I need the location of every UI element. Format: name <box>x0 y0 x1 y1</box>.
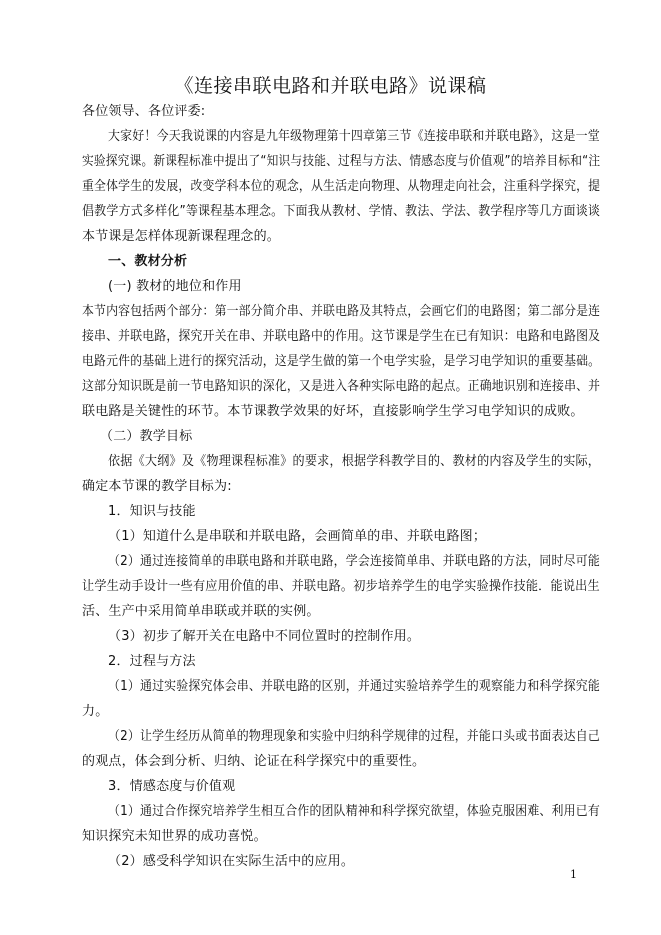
body-line: 本节内容包括两个部分：第一部分简介串、并联电路及其特点，会画它们的电路图；第二部分是连 <box>82 304 601 319</box>
document-title: 《连接串联电路和并联电路》说课稿 <box>174 75 487 97</box>
intro-line: 大家好！今天我说课的内容是九年级物理第十四章第三节《连接串联和并联电路》，这是一堂 <box>108 129 600 144</box>
goal-item: （2）让学生经历从简单的物理现象和实验中归纳科学规律的过程，并能口头或书面表达自己 <box>108 729 600 744</box>
intro-line: 实验探究课。新课程标准中提出了“知识与技能、过程与方法、情感态度与价值观”的培养目标和“注 <box>82 154 601 169</box>
body-line: 确定本节课的教学目标为: <box>82 479 232 494</box>
goal-item: 知识探究未知世界的成功喜悦。 <box>82 829 267 844</box>
subsection-heading: (一) 教材的地位和作用 <box>108 279 242 294</box>
goal-heading: 1．知识与技能 <box>108 504 196 519</box>
body-line: 联电路是关键性的环节。本节课教学效果的好坏，直接影响学生学习电学知识的成败。 <box>82 404 584 419</box>
intro-line: 倡教学方式多样化”等课程基本理念。下面我从教材、学情、教法、学法、教学程序等几方面谈谈 <box>82 204 601 219</box>
goal-item: （1）通过实验探究体会串、并联电路的区别，并通过实验培养学生的观察能力和科学探究能 <box>108 679 600 694</box>
goal-item: 力。 <box>82 704 109 719</box>
intro-line: 重全体学生的发展，改变学科本位的观念，从生活走向物理、从物理走向社会，注重科学探究，提 <box>82 179 601 194</box>
body-line: 接串、并联电路，探究开关在串、并联电路中的作用。这节课是学生在已有知识：电路和电路图及 <box>82 329 601 344</box>
goal-item: （2）感受科学知识在实际生活中的应用。 <box>108 854 355 869</box>
intro-line: 本节课是怎样体现新课程理念的。 <box>82 229 281 244</box>
greeting: 各位领导、各位评委: <box>82 104 206 119</box>
goal-heading: 3．情感态度与价值观 <box>108 779 236 794</box>
body-line: 依据《大纲》及《物理课程标准》的要求，根据学科教学目的、教材的内容及学生的实际， <box>108 454 601 469</box>
goal-item: （2）通过连接简单的串联电路和并联电路，学会连接简单串、并联电路的方法，同时尽可能 <box>108 554 600 569</box>
goal-item: 让学生动手设计一些有应用价值的串、并联电路。初步培养学生的电学实验操作技能．能说出生 <box>82 579 600 594</box>
goal-item: （1）通过合作探究培养学生相互合作的团队精神和科学探究欲望，体验克服困难、利用已有 <box>108 804 600 819</box>
page-number: 1 <box>570 868 577 881</box>
subsection-heading: （二）教学目标 <box>100 429 193 444</box>
goal-item: 活、生产中采用简单串联或并联的实例。 <box>82 604 320 619</box>
body-line: 这部分知识既是前一节电路知识的深化，又是进入各种实际电路的起点。正确地识别和连接串、并 <box>82 379 601 394</box>
section-heading: 一、教材分析 <box>108 254 188 269</box>
goal-item: （1）知道什么是串联和并联电路，会画简单的串、并联电路图； <box>108 529 487 544</box>
goal-item: 的观点，体会到分析、归纳、论证在科学探究中的重要性。 <box>82 754 426 769</box>
goal-heading: 2．过程与方法 <box>108 654 196 669</box>
body-line: 电路元件的基础上进行的探究活动，这是学生做的第一个电学实验，是学习电学知识的重要基础。 <box>82 354 601 369</box>
goal-item: （3）初步了解开关在电路中不同位置时的控制作用。 <box>108 629 421 644</box>
